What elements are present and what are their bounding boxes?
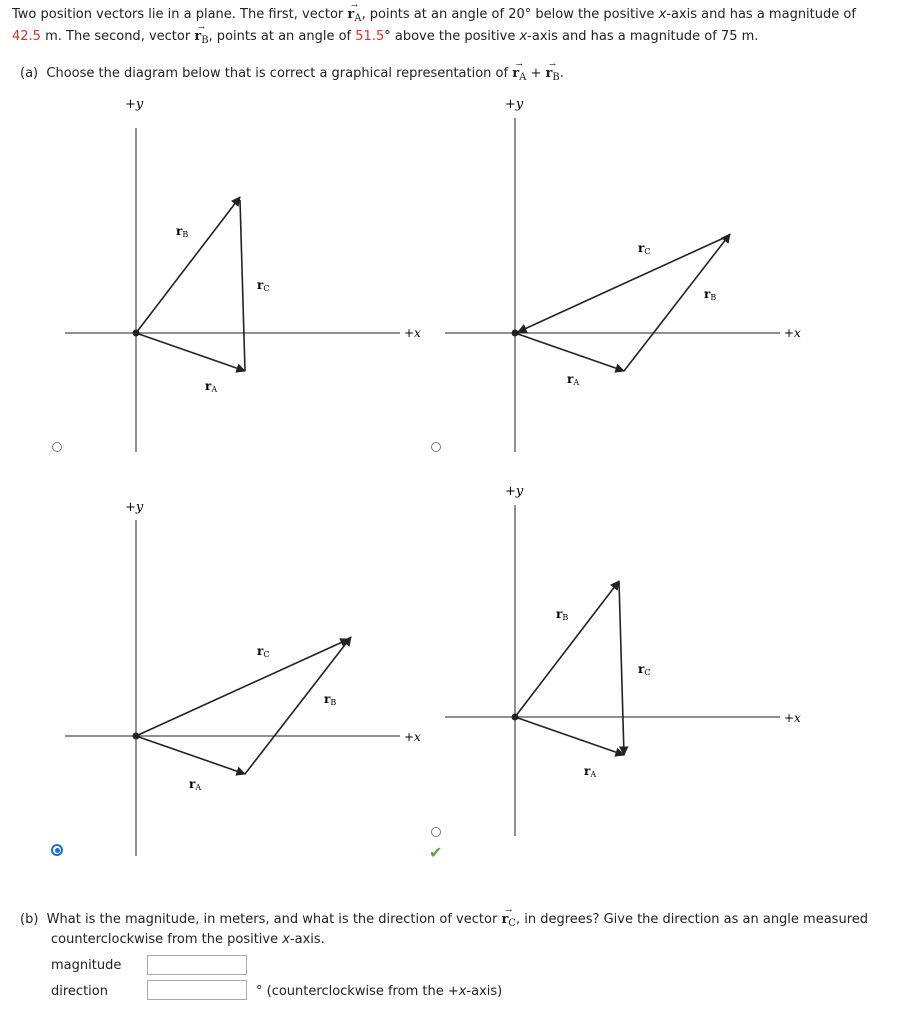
vector-ra-arrow [136, 333, 245, 371]
angle-b-value: 51.5 [355, 29, 385, 44]
y-axis-label: +y [505, 484, 524, 499]
vector-rA-ref: → $r_A$ [512, 65, 526, 87]
diagram-top-left [65, 97, 421, 452]
question-text-5: , points at an angle of [208, 29, 356, 44]
y-axis-label: +y [125, 500, 144, 515]
magnitude-a-value: 42.5 [12, 29, 41, 44]
vector-rB-ref: → $r_B$ [545, 65, 559, 87]
label-ra: rA [567, 372, 580, 387]
x-axis-label: +x [404, 730, 421, 744]
part-b-text-4: -axis. [289, 932, 325, 947]
vector-rc-line [240, 200, 245, 371]
label-rb: rB [176, 224, 189, 239]
correct-check-icon: ✔ [429, 843, 443, 862]
vector-rB: → $r_B$ [194, 28, 208, 50]
vector-ra-arrow [136, 736, 245, 774]
part-b-prompt-line1 [20, 911, 868, 933]
vector-ra-arrow [515, 717, 624, 755]
period: . [559, 66, 564, 81]
direction-label: direction [51, 984, 108, 999]
origin-dot [133, 733, 140, 740]
vector-rc-arrow [518, 236, 728, 332]
part-b-label: (b) [20, 912, 39, 927]
radio-diagram-top-left[interactable] [52, 442, 62, 452]
label-ra: rA [205, 379, 218, 394]
origin-dot [512, 714, 519, 721]
label-ra: rA [189, 777, 202, 792]
label-rc: rC [257, 278, 270, 293]
x-axis-italic-4: x [458, 984, 467, 999]
direction-unit-note [256, 983, 502, 1001]
question-text-2: , points at an angle of 20° below the positive [361, 7, 659, 22]
y-axis-label: +y [505, 97, 524, 112]
x-axis-italic-2: x [519, 29, 528, 44]
radio-diagram-bottom-right[interactable] [431, 827, 441, 837]
question-text-6: ° above the positive [384, 29, 520, 44]
origin-dot [512, 330, 519, 337]
radio-diagram-bottom-left[interactable] [51, 844, 63, 856]
x-axis-label: +x [784, 326, 801, 340]
vector-ra-arrow [515, 333, 624, 371]
vector-rc-arrow [619, 581, 624, 755]
unit-note-end: -axis) [466, 984, 503, 999]
diagram-top-right [445, 97, 801, 452]
diagram-bottom-left [65, 500, 421, 856]
part-a-text: Choose the diagram below that is correct a graphical representation of [46, 66, 513, 81]
vector-rC-ref: → $r_C$ [501, 911, 516, 933]
label-rc: rC [638, 662, 651, 677]
direction-input[interactable] [147, 980, 247, 1000]
x-axis-label: +x [404, 326, 421, 340]
unit-note-text: ° (counterclockwise from the + [256, 984, 459, 999]
label-rb: rB [556, 607, 569, 622]
radio-diagram-top-right[interactable] [431, 442, 441, 452]
label-rb: rB [324, 692, 337, 707]
question-text-1: Two position vectors lie in a plane. The first, vector [12, 7, 348, 22]
magnitude-input[interactable] [147, 955, 247, 975]
label-rc: rC [257, 644, 270, 659]
vector-rc-arrow [136, 639, 349, 736]
question-text-3: -axis and has a magnitude of [666, 7, 856, 22]
label-rb: rB [704, 287, 717, 302]
part-b-text-1: What is the magnitude, in meters, and what is the direction of vector [46, 912, 502, 927]
x-axis-italic: x [658, 7, 667, 22]
label-ra: rA [584, 764, 597, 779]
part-b-prompt-line2 [51, 931, 325, 949]
y-axis-label: +y [125, 97, 144, 112]
vector-rb-arrow [136, 197, 240, 333]
x-axis-label: +x [784, 711, 801, 725]
question-text-7: -axis and has a magnitude of 75 m. [527, 29, 759, 44]
x-axis-italic-3: x [282, 932, 290, 947]
part-b-text-2: , in degrees? Give the direction as an angle measured [515, 912, 869, 927]
part-b-text-3: counterclockwise from the positive [51, 932, 283, 947]
plus-sign: + [526, 66, 546, 81]
magnitude-label: magnitude [51, 958, 122, 973]
question-text-4: m. The second, vector [40, 29, 195, 44]
origin-dot [133, 330, 140, 337]
label-rc: rC [638, 241, 651, 256]
vector-rb-arrow [515, 581, 619, 717]
vector-rA: → $r_A$ [347, 6, 361, 28]
diagram-bottom-right [445, 484, 801, 836]
part-a-label: (a) [20, 66, 39, 81]
